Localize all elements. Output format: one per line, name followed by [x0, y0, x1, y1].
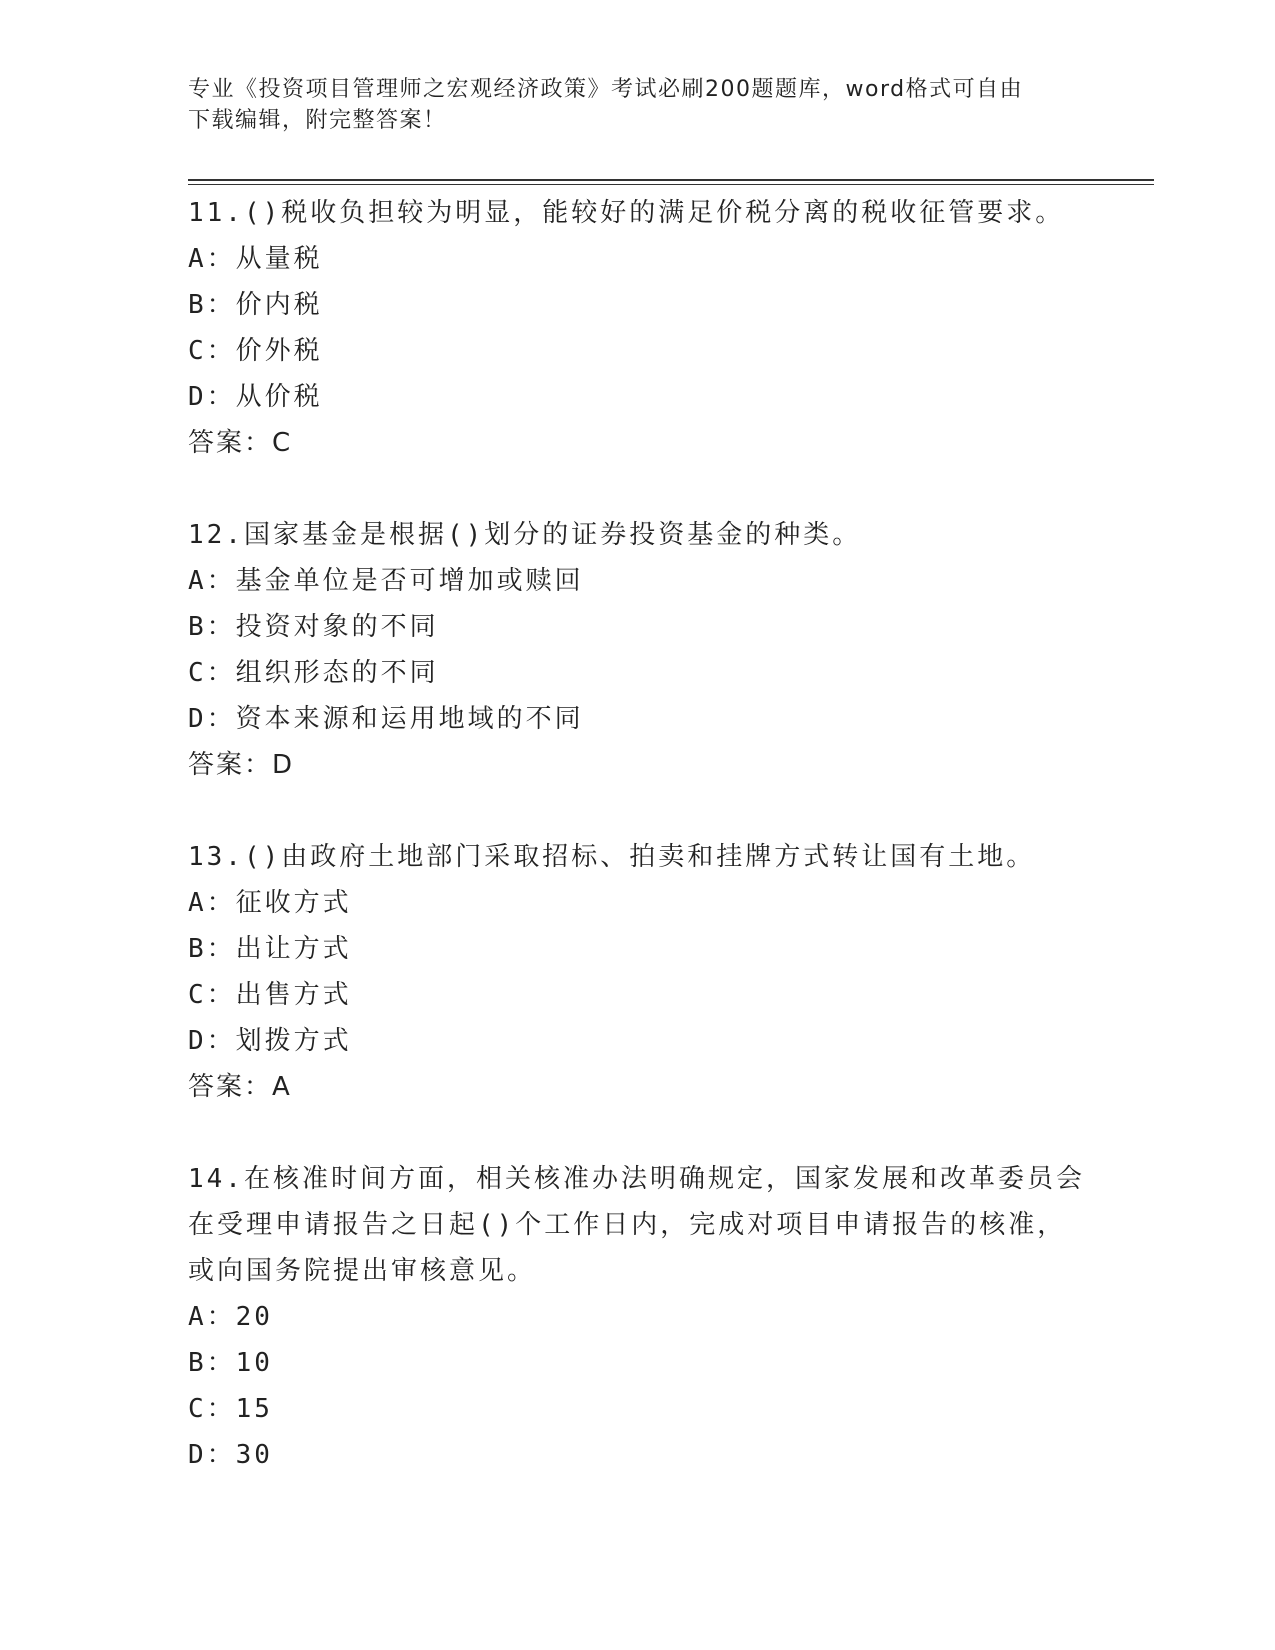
question-13 [188, 834, 1088, 1110]
question-stem-line-3: 或向国务院提出审核意见。 [188, 1256, 537, 1286]
answer-line: 答案：D [188, 750, 295, 780]
spacer [188, 466, 1088, 512]
header-line-2: 下载编辑，附完整答案！ [188, 108, 447, 133]
option-b: B：投资对象的不同 [188, 612, 439, 642]
question-stem-line-2: 在受理申请报告之日起()个工作日内，完成对项目申请报告的核准， [188, 1210, 1067, 1240]
option-b: B：出让方式 [188, 934, 352, 964]
option-d: D：资本来源和运用地域的不同 [188, 704, 584, 734]
question-11 [188, 190, 1088, 466]
option-c: C：价外税 [188, 336, 323, 366]
option-c: C：15 [188, 1394, 273, 1424]
answer-line: 答案：C [188, 428, 293, 458]
option-a: A：征收方式 [188, 888, 352, 918]
option-a: A：从量税 [188, 244, 323, 274]
option-d: D：30 [188, 1440, 273, 1470]
question-stem-line-1: 14.在核准时间方面，相关核准办法明确规定，国家发展和改革委员会 [188, 1164, 1085, 1194]
option-a: A：20 [188, 1302, 273, 1332]
option-a: A：基金单位是否可增加或赎回 [188, 566, 584, 596]
question-stem: 13.()由政府土地部门采取招标、拍卖和挂牌方式转让国有土地。 [188, 842, 1036, 872]
question-stem: 11.()税收负担较为明显，能较好的满足价税分离的税收征管要求。 [188, 198, 1065, 228]
option-d: D：从价税 [188, 382, 323, 412]
option-c: C：组织形态的不同 [188, 658, 439, 688]
header-divider-thin [188, 184, 1154, 185]
option-b: B：10 [188, 1348, 273, 1378]
header-divider-thick [188, 179, 1154, 181]
question-stem: 12.国家基金是根据()划分的证券投资基金的种类。 [188, 520, 862, 550]
document-header [188, 74, 1068, 136]
option-b: B：价内税 [188, 290, 323, 320]
option-c: C：出售方式 [188, 980, 352, 1010]
question-12 [188, 512, 1088, 788]
question-list [188, 190, 1088, 1478]
header-line-1: 专业《投资项目管理师之宏观经济政策》考试必刷200题题库，word格式可自由 [188, 77, 1024, 102]
question-14 [188, 1156, 1088, 1478]
spacer [188, 788, 1088, 834]
answer-line: 答案：A [188, 1072, 292, 1102]
option-d: D：划拨方式 [188, 1026, 352, 1056]
spacer [188, 1110, 1088, 1156]
